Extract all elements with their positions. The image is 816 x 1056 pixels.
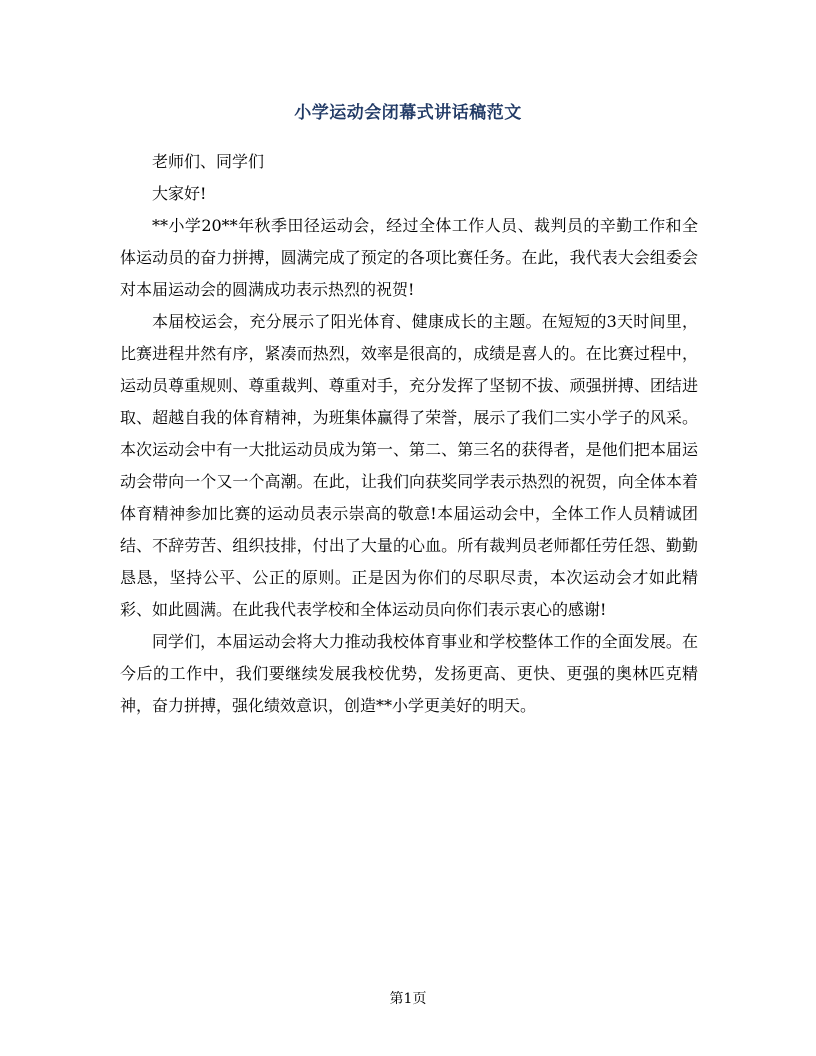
document-body	[120, 146, 698, 722]
salutation: 老师们、同学们	[152, 152, 265, 171]
body-paragraph: 同学们，本届运动会将大力推动我校体育事业和学校整体工作的全面发展。在今后的工作中，我们要继续发展我校优势，发扬更高、更快、更强的奥林匹克精神，奋力拼搏，强化绩效意识，创造**小学更美好的明天。	[120, 632, 698, 715]
page-number: 第1页	[389, 991, 427, 1007]
body-paragraph: **小学20**年秋季田径运动会，经过全体工作人员、裁判员的辛勤工作和全体运动员的奋力拼搏，圆满完成了预定的各项比赛任务。在此，我代表大会组委会对本届运动会的圆满成功表示热烈的祝贺!	[120, 216, 698, 299]
document-title: 小学运动会闭幕式讲话稿范文	[294, 103, 522, 123]
body-paragraph: 本届校运会，充分展示了阳光体育、健康成长的主题。在短短的3天时间里，比赛进程井然有序，紧凑而热烈，效率是很高的，成绩是喜人的。在比赛过程中，运动员尊重规则、尊重裁判、尊重对手，充分发挥了坚韧不拔、顽强拼搏、团结进取、超越自我的体育精神，为班集体赢得了荣誉，展示了我们二实小学子的风采。本次运动会中有一大批运动员成为第一、第二、第三名的获得者，是他们把本届运动会带向一个又一个高潮。在此，让我们向获奖同学表示热烈的祝贺，向全体本着体育精神参加比赛的运动员表示崇高的敬意!本届运动会中，全体工作人员精诚团结、不辞劳苦、组织技排，付出了大量的心血。所有裁判员老师都任劳任怨、勤勤恳恳，坚持公平、公正的原则。正是因为你们的尽职尽责，本次运动会才如此精彩、如此圆满。在此我代表学校和全体运动员向你们表示衷心的感谢!	[120, 312, 698, 619]
greeting: 大家好!	[152, 184, 207, 203]
